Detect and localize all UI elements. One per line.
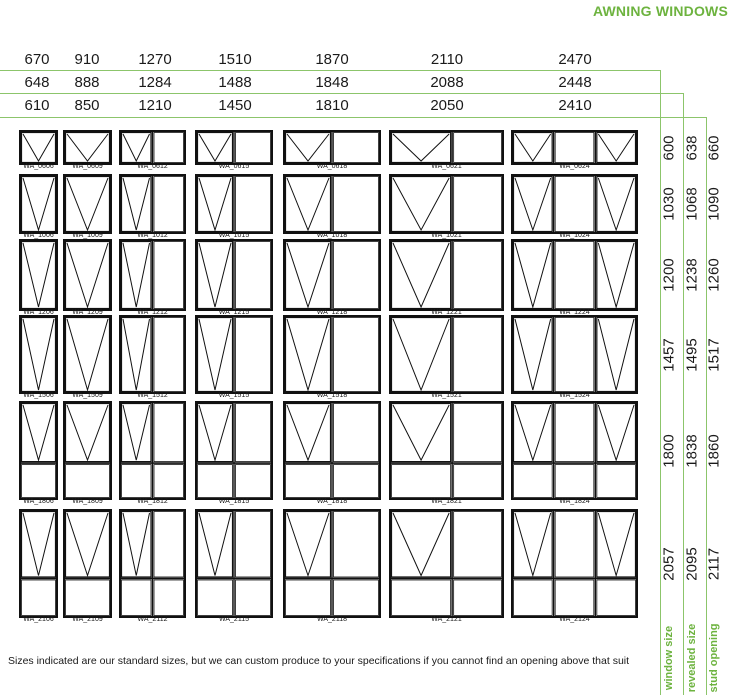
window-code: WA_0618: [316, 163, 348, 170]
window-unit: [64, 316, 111, 393]
window-unit: [390, 240, 503, 310]
col-stud-opening-7: 2470: [558, 51, 592, 68]
window-outer-frame: [512, 402, 637, 499]
window-unit: [390, 510, 503, 617]
row-stud-opening-5: 1860: [705, 433, 723, 468]
window-unit: [120, 316, 185, 393]
window-code: WA_1009: [72, 232, 103, 239]
window-unit: [64, 402, 111, 499]
window-outer-frame: [20, 175, 57, 233]
window-outer-frame: [512, 510, 637, 617]
window-unit: [512, 316, 637, 393]
col-stud-opening-1: 670: [24, 51, 50, 68]
window-unit: [512, 175, 637, 233]
window-code: WA_1006: [23, 232, 54, 239]
window-outer-frame: [20, 240, 57, 310]
window-unit: [196, 131, 272, 164]
window-unit: [64, 240, 111, 310]
window-code: WA_1506: [23, 392, 54, 399]
window-code: WA_1206: [23, 309, 54, 316]
window-code: WA_1806: [23, 498, 54, 505]
window-unit: [196, 240, 272, 310]
col-window-size-1: 610: [24, 97, 50, 114]
col-revealed-size-4: 1488: [218, 74, 252, 91]
window-code: WA_1212: [137, 309, 168, 316]
window-outer-frame: [20, 402, 57, 499]
window-code: WA_0606: [23, 163, 54, 170]
window-outer-frame: [64, 316, 111, 393]
row-revealed-size-4: 1495: [683, 337, 701, 372]
window-unit: [512, 510, 637, 617]
window-unit: [196, 316, 272, 393]
window-unit: [284, 240, 380, 310]
col-window-size-6: 2050: [430, 97, 464, 114]
window-outer-frame: [20, 316, 57, 393]
window-unit: [390, 316, 503, 393]
window-unit: [390, 131, 503, 164]
window-code: WA_1224: [559, 309, 590, 316]
col-revealed-size-2: 888: [74, 74, 100, 91]
window-unit: [512, 240, 637, 310]
window-unit: [512, 131, 637, 164]
window-unit: [196, 510, 272, 617]
window-unit: [284, 175, 380, 233]
window-code: WA_0612: [137, 163, 168, 170]
window-code: WA_1209: [72, 309, 103, 316]
window-code: WA_1218: [316, 309, 348, 316]
window-code: WA_2109: [72, 616, 103, 623]
window-code: WA_1215: [218, 309, 250, 316]
window-outer-frame: [390, 510, 503, 617]
window-unit: [20, 316, 57, 393]
col-window-size-3: 1210: [138, 97, 172, 114]
row-revealed-size-3: 1238: [683, 258, 701, 292]
col-window-size-4: 1450: [218, 97, 252, 114]
row-stud-opening-4: 1517: [705, 337, 723, 372]
window-unit: [64, 131, 111, 164]
col-stud-opening-6: 2110: [430, 51, 464, 68]
window-code: WA_0621: [431, 163, 462, 170]
window-code: WA_1515: [218, 392, 250, 399]
label-stud-opening: stud opening: [708, 623, 720, 693]
window-code: WA_1521: [431, 392, 462, 399]
window-unit: [390, 175, 503, 233]
window-code: WA_2121: [431, 616, 462, 623]
label-window-size: window size: [663, 625, 675, 691]
window-code: WA_1518: [316, 392, 348, 399]
col-revealed-size-3: 1284: [138, 74, 172, 91]
row-window-size-3: 1200: [660, 258, 678, 292]
window-code: WA_1815: [218, 498, 250, 505]
window-unit: [284, 131, 380, 164]
window-code: WA_1221: [431, 309, 462, 316]
row-revealed-size-6: 2095: [683, 546, 701, 581]
row-window-size-1: 600: [660, 134, 678, 161]
window-code: WA_0624: [559, 163, 590, 170]
window-unit: [20, 240, 57, 310]
col-revealed-size-7: 2448: [558, 74, 592, 91]
window-code: WA_1015: [218, 232, 250, 239]
window-code: WA_1818: [316, 498, 348, 505]
window-unit: [284, 510, 380, 617]
label-revealed-size: revealed size: [686, 623, 698, 693]
window-outer-frame: [512, 131, 637, 164]
window-code: WA_2124: [559, 616, 590, 623]
window-unit: [196, 402, 272, 499]
row-window-size-6: 2057: [660, 546, 678, 581]
window-code: WA_1509: [72, 392, 103, 399]
window-outer-frame: [64, 240, 111, 310]
window-code: WA_2118: [317, 616, 347, 623]
row-window-size-5: 1800: [660, 433, 678, 468]
footnote: Sizes indicated are our standard sizes, but we can custom produce to your specifications if you cannot find an opening above that suit: [8, 655, 630, 667]
window-unit: [512, 402, 637, 499]
window-outer-frame: [64, 131, 111, 164]
window-unit: [284, 316, 380, 393]
window-code: WA_1809: [72, 498, 103, 505]
row-stud-opening-2: 1090: [705, 187, 723, 221]
page-title: AWNING WINDOWS: [592, 3, 728, 19]
window-outer-frame: [390, 402, 503, 499]
window-code: WA_0615: [218, 163, 250, 170]
window-code: WA_1524: [559, 392, 590, 399]
window-code: WA_1821: [431, 498, 462, 505]
row-revealed-size-2: 1068: [683, 187, 701, 221]
col-window-size-2: 850: [74, 97, 100, 114]
window-unit: [20, 510, 57, 617]
window-unit: [120, 510, 185, 617]
window-code: WA_2115: [219, 616, 249, 623]
row-stud-opening-6: 2117: [705, 547, 723, 580]
window-unit: [20, 131, 57, 164]
col-revealed-size-6: 2088: [430, 74, 464, 91]
window-outer-frame: [64, 175, 111, 233]
col-window-size-5: 1810: [315, 97, 349, 114]
window-unit: [120, 240, 185, 310]
row-revealed-size-1: 638: [683, 134, 701, 161]
window-code: WA_1512: [137, 392, 168, 399]
window-unit: [284, 402, 380, 499]
window-code: WA_1824: [559, 498, 590, 505]
window-unit: [64, 175, 111, 233]
window-outer-frame: [20, 131, 57, 164]
window-code: WA_1024: [559, 232, 590, 239]
row-stud-opening-3: 1260: [705, 258, 723, 292]
window-code: WA_1012: [137, 232, 168, 239]
col-revealed-size-5: 1848: [315, 74, 349, 91]
window-unit: [120, 131, 185, 164]
col-stud-opening-5: 1870: [315, 51, 349, 68]
window-code: WA_2106: [23, 616, 54, 623]
window-unit: [390, 402, 503, 499]
row-window-size-2: 1030: [660, 187, 678, 221]
col-revealed-size-1: 648: [24, 74, 50, 91]
window-code: WA_0609: [72, 163, 103, 170]
window-unit: [196, 175, 272, 233]
window-code: WA_1021: [431, 232, 462, 239]
window-unit: [64, 510, 111, 617]
col-stud-opening-4: 1510: [218, 51, 252, 68]
window-unit: [120, 402, 185, 499]
row-stud-opening-1: 660: [705, 134, 723, 161]
col-window-size-7: 2410: [558, 97, 592, 114]
col-stud-opening-2: 910: [74, 51, 100, 68]
window-unit: [20, 175, 57, 233]
window-code: WA_2112: [137, 616, 168, 623]
window-unit: [120, 175, 185, 233]
window-code: WA_1812: [137, 498, 168, 505]
row-revealed-size-5: 1838: [683, 433, 701, 468]
row-window-size-4: 1457: [660, 337, 678, 372]
window-code: WA_1018: [316, 232, 348, 239]
window-outer-frame: [20, 510, 57, 617]
col-stud-opening-3: 1270: [138, 51, 172, 68]
window-unit: [20, 402, 57, 499]
